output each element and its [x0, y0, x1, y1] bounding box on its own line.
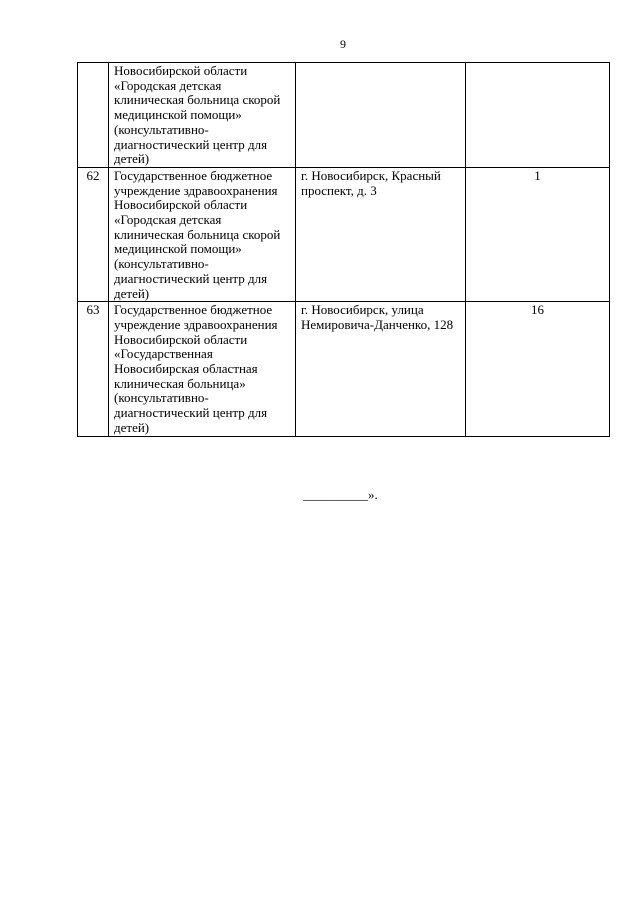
page-number: 9	[340, 37, 346, 51]
address-cell: г. Новосибирск, улица Немировича-Данченко, 128	[296, 302, 466, 436]
row-number-cell: 62	[78, 167, 109, 301]
institution-name-cell: Государственное бюджетное учреждение здравоохранения Новосибирской области «Государственная Новосибирская областная клиническая больница» (консультативно- диагностический центр для детей)	[109, 302, 296, 436]
count-cell: 16	[466, 302, 610, 436]
table-row	[78, 167, 610, 301]
address-cell: г. Новосибирск, Красный проспект, д. 3	[296, 167, 466, 301]
institution-name-cell: Государственное бюджетное учреждение здравоохранения Новосибирской области «Городская детская клиническая больница скорой медицинской помощи» (консультативно- диагностический центр для детей)	[109, 167, 296, 301]
count-cell: 1	[466, 167, 610, 301]
table-row	[78, 63, 610, 168]
institution-name-cell: Новосибирской области «Городская детская клиническая больница скорой медицинской помощи» (консультативно- диагностический центр для детей)	[109, 63, 296, 168]
institutions-table	[77, 62, 610, 437]
table-row	[78, 302, 610, 436]
row-number-cell	[78, 63, 109, 168]
count-cell	[466, 63, 610, 168]
row-number-cell: 63	[78, 302, 109, 436]
closing-line: __________».	[303, 487, 378, 502]
address-cell	[296, 63, 466, 168]
